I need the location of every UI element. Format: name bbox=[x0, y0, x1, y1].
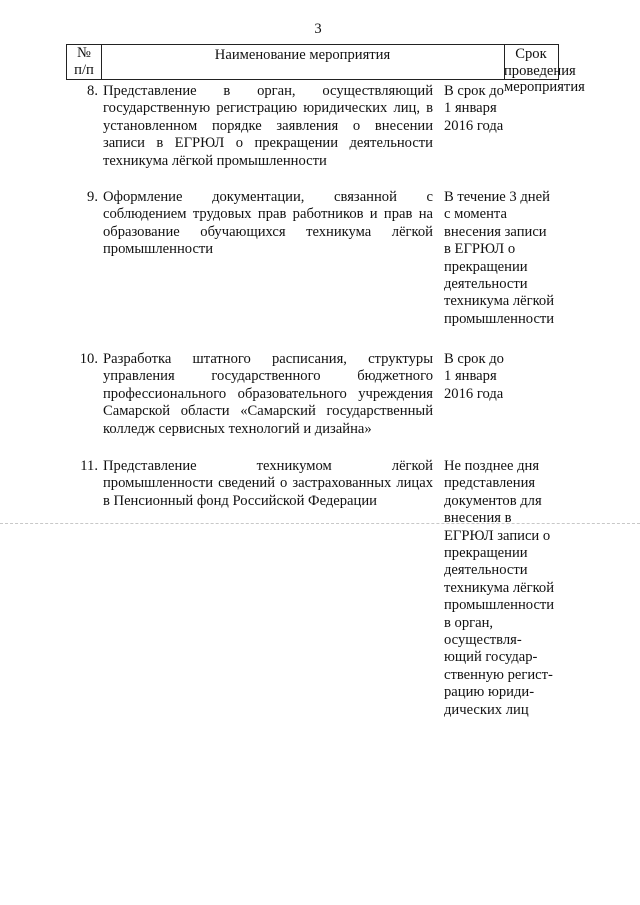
deadline-line: в ЕГРЮЛ о bbox=[444, 241, 516, 258]
row-deadline bbox=[444, 189, 566, 328]
row-deadline bbox=[444, 83, 566, 135]
deadline-line: дических лиц bbox=[444, 701, 529, 718]
header-term-column bbox=[504, 45, 585, 95]
deadline-line: ющий государ- bbox=[444, 649, 538, 666]
scan-artifact-line bbox=[0, 523, 640, 524]
row-deadline bbox=[444, 458, 566, 719]
header-number-column bbox=[67, 45, 102, 79]
deadline-line: техникума лёгкой bbox=[444, 293, 555, 310]
page-number: 3 bbox=[314, 21, 322, 37]
deadline-line: ЕГРЮЛ записи о bbox=[444, 527, 551, 544]
header-name-column: Наименование мероприятия bbox=[101, 45, 505, 79]
row-activity: Представление в орган, осуществляющий государственную регистрацию юридических лиц, в установленном порядке заявления о внесении записи в ЕГРЮЛ о прекращении деятельности техникума лёгкой промышленности bbox=[103, 83, 433, 169]
deadline-line: В течение 3 дней bbox=[444, 189, 550, 205]
row-activity: Оформление документации, связанной с соблюдением трудовых прав работников и прав на образование обучающихся техникума лёгкой промышленности bbox=[103, 189, 433, 258]
deadline-line: 1 января bbox=[444, 100, 497, 117]
row-activity: Представление техникумом лёгкой промышленности сведений о застрахованных лицах в Пенсионный фонд Российской Федерации bbox=[103, 458, 433, 509]
deadline-line: 2016 года bbox=[444, 117, 504, 134]
row-number: 10. bbox=[79, 351, 98, 367]
deadline-line: В срок до bbox=[444, 83, 504, 99]
header-number-symbol: № bbox=[77, 45, 91, 61]
deadline-line: Не позднее дня bbox=[444, 458, 540, 474]
deadline-line: промышленности bbox=[444, 597, 555, 614]
deadline-line: осуществля- bbox=[444, 632, 522, 649]
header-term-line1: Срок проведения bbox=[504, 46, 576, 79]
deadline-line: с момента bbox=[444, 206, 507, 223]
deadline-line: прекращении bbox=[444, 545, 528, 562]
header-term-line2: мероприятия bbox=[504, 79, 585, 95]
deadline-line: деятельности bbox=[444, 562, 528, 579]
deadline-line: представления bbox=[444, 475, 536, 492]
deadline-line: внесения записи bbox=[444, 223, 547, 240]
row-number: 8. bbox=[87, 83, 98, 99]
row-activity: Разработка штатного расписания, структуры управления государственного бюджетного профессионального образовательного учреждения Самарской области «Самарский государственный колледж сервисных технологий и дизайна» bbox=[103, 351, 433, 437]
row-deadline bbox=[444, 351, 566, 403]
deadline-line: в орган, bbox=[444, 614, 494, 631]
deadline-line: деятельности bbox=[444, 276, 528, 293]
row-number: 11. bbox=[80, 458, 98, 474]
deadline-line: промышленности bbox=[444, 310, 555, 327]
deadline-line: документов для bbox=[444, 492, 542, 509]
header-number-abbrev: п/п bbox=[74, 61, 94, 78]
row-number: 9. bbox=[87, 189, 98, 205]
deadline-line: 1 января bbox=[444, 368, 497, 385]
deadline-line: рацию юриди- bbox=[444, 684, 535, 701]
deadline-line: 2016 года bbox=[444, 385, 504, 402]
deadline-line: прекращении bbox=[444, 258, 528, 275]
deadline-line: ственную регист- bbox=[444, 666, 553, 683]
deadline-line: техникума лёгкой bbox=[444, 579, 555, 596]
deadline-line: В срок до bbox=[444, 351, 504, 367]
deadline-line: внесения в bbox=[444, 510, 512, 527]
